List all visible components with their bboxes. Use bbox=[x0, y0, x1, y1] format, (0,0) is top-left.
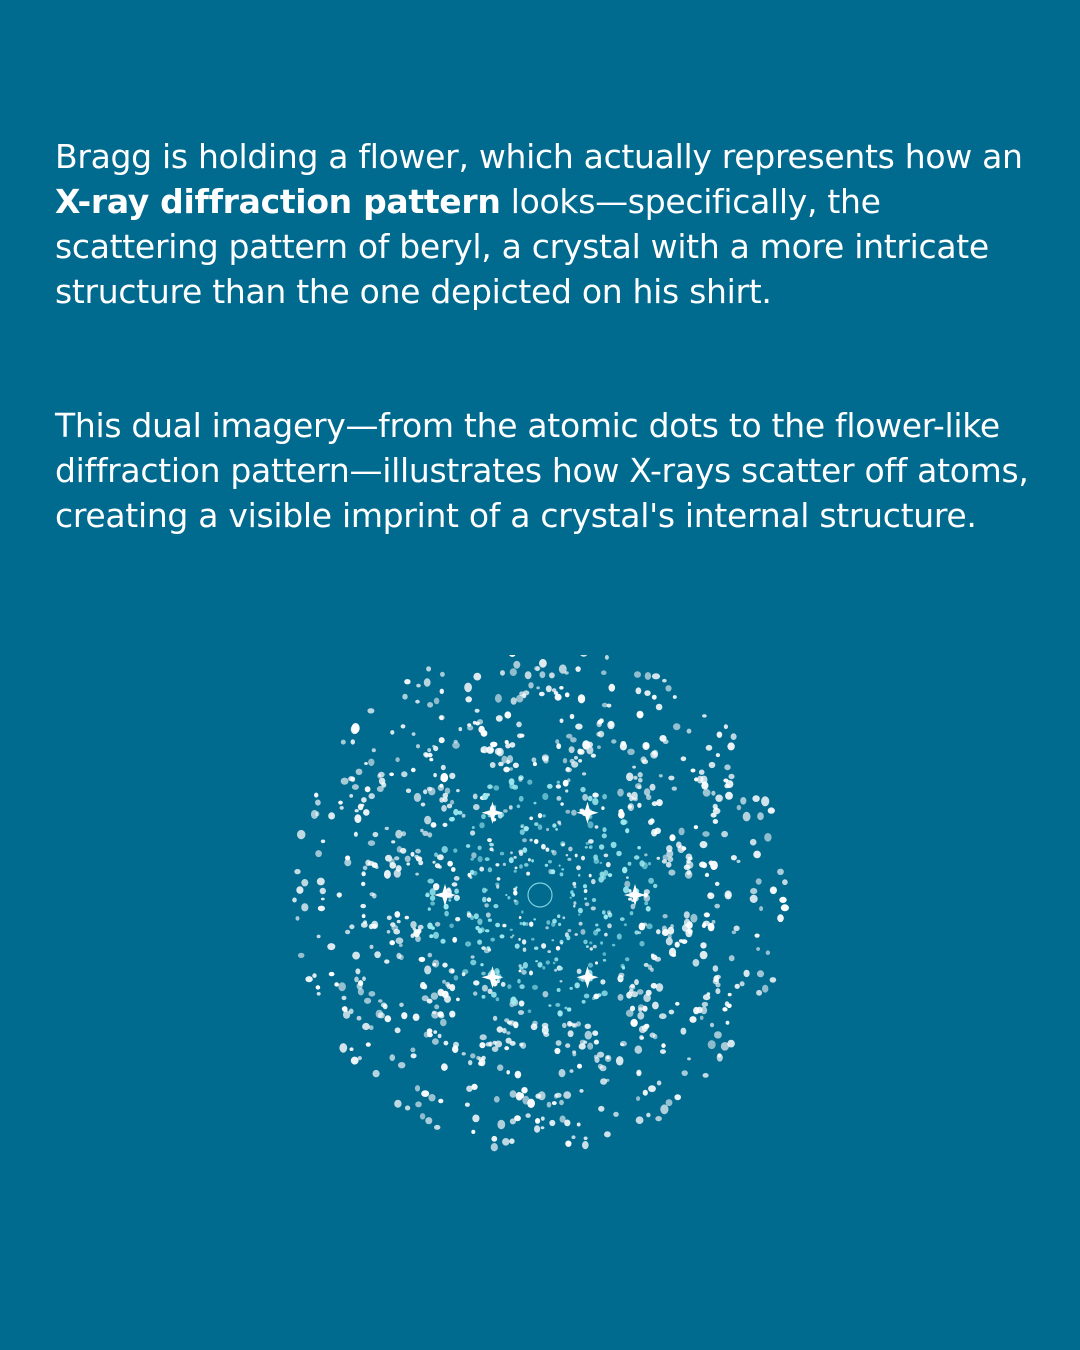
intro-text-end: looks—specifically, the scattering pattern of beryl, a crystal with a more intricate structure than the one depicted on his shirt. bbox=[55, 182, 989, 311]
explanation-text: This dual imagery—from the atomic dots to the flower-like diffraction pattern—illustrates how X-rays scatter off atoms, creating a visible imprint of a crystal's internal structure. bbox=[55, 406, 1029, 535]
diffraction-pattern-image bbox=[290, 655, 790, 1185]
bold-term: X-ray diffraction pattern bbox=[55, 182, 501, 221]
intro-paragraph bbox=[55, 134, 1045, 314]
explanation-paragraph bbox=[55, 403, 1045, 538]
intro-text-start: Bragg is holding a flower, which actually represents how an bbox=[55, 137, 1023, 176]
